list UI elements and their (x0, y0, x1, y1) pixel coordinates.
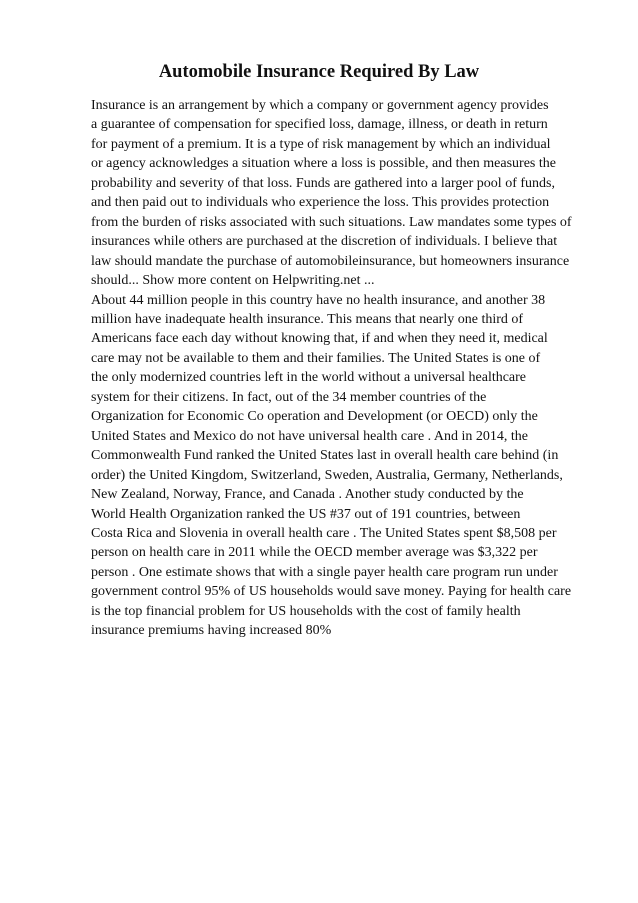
body-line: Americans face each day without knowing that, if and when they need it, medical (91, 331, 548, 347)
body-line: million have inadequate health insurance. This means that nearly one third of (91, 311, 524, 327)
body-line: law should mandate the purchase of automobileinsurance, but homeowners insurance (91, 253, 570, 269)
body-line: is the top financial problem for US households with the cost of family health (91, 603, 521, 619)
body-line: order) the United Kingdom, Switzerland, Sweden, Australia, Germany, Netherlands, (91, 467, 563, 483)
body-line: or agency acknowledges a situation where a loss is possible, and then measures the (91, 156, 556, 172)
body-line: insurance premiums having increased 80% (91, 623, 332, 639)
document-body (91, 96, 601, 641)
body-line: the only modernized countries left in the world without a universal healthcare (91, 370, 527, 386)
body-line: New Zealand, Norway, France, and Canada . Another study conducted by the (91, 487, 524, 503)
body-line: from the burden of risks associated with such situations. Law mandates some types of (91, 214, 572, 230)
body-line: Costa Rica and Slovenia in overall health care . The United States spent $8,508 per (91, 525, 557, 541)
body-line: care may not be available to them and their families. The United States is one of (91, 350, 541, 366)
document-title: Automobile Insurance Required By Law (158, 62, 480, 82)
body-line: World Health Organization ranked the US #37 out of 191 countries, between (91, 506, 521, 522)
body-line: person . One estimate shows that with a single payer health care program run under (91, 564, 558, 580)
body-line: insurances while others are purchased at the discretion of individuals. I believe that (91, 234, 558, 250)
body-line: and then paid out to individuals who experience the loss. This provides protection (91, 195, 550, 211)
body-line: should... Show more content on Helpwriting.net ... (91, 273, 375, 289)
body-line: system for their citizens. In fact, out of the 34 member countries of the (91, 389, 487, 405)
body-line: Organization for Economic Co operation and Development (or OECD) only the (91, 409, 538, 425)
body-line: government control 95% of US households would save money. Paying for health care (91, 584, 572, 600)
body-line: person on health care in 2011 while the OECD member average was $3,322 per (91, 545, 538, 561)
body-line: a guarantee of compensation for specified loss, damage, illness, or death in return (91, 117, 548, 133)
body-line: probability and severity of that loss. Funds are gathered into a larger pool of funds, (91, 175, 555, 191)
body-line: Insurance is an arrangement by which a company or government agency provides (91, 98, 549, 113)
body-line: Commonwealth Fund ranked the United States last in overall health care behind (in (91, 448, 559, 464)
body-line: About 44 million people in this country have no health insurance, and another 38 (91, 292, 546, 308)
body-line: United States and Mexico do not have universal health care . And in 2014, the (91, 428, 529, 444)
body-line: for payment of a premium. It is a type of risk management by which an individual (91, 136, 551, 152)
